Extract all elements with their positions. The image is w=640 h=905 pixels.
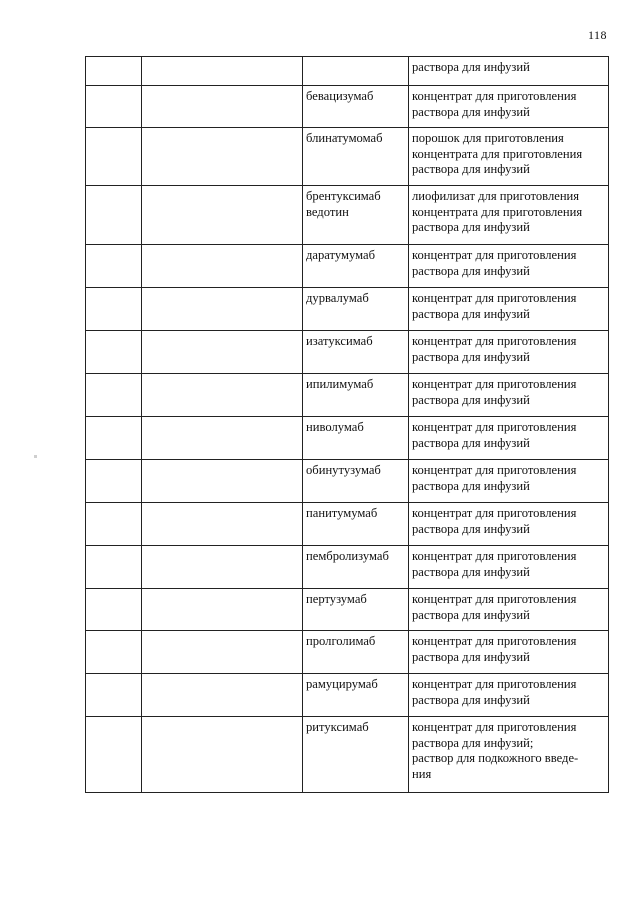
code-cell: [86, 245, 142, 288]
drug-name-cell: [303, 288, 409, 331]
dosage-form-cell: [409, 631, 609, 674]
table-row: [86, 374, 609, 417]
dosage-form-cell: [409, 245, 609, 288]
dosage-form-cell: [409, 674, 609, 717]
group-cell: [142, 374, 303, 417]
drug-name: ритуксимаб: [306, 720, 369, 734]
dosage-form: порошок для приготовления концентрата для приготовления раствора для инфузий: [412, 131, 583, 177]
code-cell: [86, 717, 142, 793]
group-cell: [142, 503, 303, 546]
dosage-form-cell: [409, 186, 609, 245]
dosage-form-cell: [409, 460, 609, 503]
dosage-form: концентрат для приготовления раствора для инфузий: [412, 291, 577, 321]
drug-name: блинатумомаб: [306, 131, 383, 145]
code-cell: [86, 417, 142, 460]
group-cell: [142, 460, 303, 503]
table-row: [86, 186, 609, 245]
drug-name-cell: [303, 186, 409, 245]
table-row: [86, 674, 609, 717]
dosage-form-cell: [409, 417, 609, 460]
group-cell: [142, 674, 303, 717]
table-row: [86, 245, 609, 288]
table-body: [86, 57, 609, 793]
dosage-form: концентрат для приготовления раствора для инфузий: [412, 592, 577, 622]
code-cell: [86, 86, 142, 128]
table-row: [86, 86, 609, 128]
group-cell: [142, 128, 303, 186]
table-row: [86, 717, 609, 793]
code-cell: [86, 674, 142, 717]
dosage-form-cell: [409, 717, 609, 793]
code-cell: [86, 186, 142, 245]
dosage-form: концентрат для приготовления раствора для инфузий: [412, 89, 577, 119]
group-cell: [142, 331, 303, 374]
table-row: [86, 546, 609, 589]
drug-name-cell: [303, 417, 409, 460]
drug-name-cell: [303, 374, 409, 417]
drug-name-cell: [303, 245, 409, 288]
drug-name: пертузумаб: [306, 592, 367, 606]
dosage-form: концентрат для приготовления раствора для инфузий: [412, 463, 577, 493]
drug-name-cell: [303, 460, 409, 503]
drug-name-cell: [303, 546, 409, 589]
group-cell: [142, 57, 303, 86]
table-row: [86, 57, 609, 86]
code-cell: [86, 288, 142, 331]
dosage-form-cell: [409, 331, 609, 374]
dosage-form-cell: [409, 374, 609, 417]
drug-name-cell: [303, 331, 409, 374]
dosage-form-cell: [409, 503, 609, 546]
dosage-form: концентрат для приготовления раствора для инфузий: [412, 377, 577, 407]
drug-name-cell: [303, 128, 409, 186]
dosage-form: концентрат для приготовления раствора для инфузий: [412, 248, 577, 278]
drug-name-cell: [303, 631, 409, 674]
drug-name: бевацизумаб: [306, 89, 374, 103]
dosage-form: концентрат для приготовления раствора для инфузий: [412, 677, 577, 707]
group-cell: [142, 589, 303, 631]
drug-name: пролголимаб: [306, 634, 376, 648]
drug-name-cell: [303, 86, 409, 128]
table-row: [86, 460, 609, 503]
drug-name-cell: [303, 589, 409, 631]
dosage-form-cell: [409, 546, 609, 589]
code-cell: [86, 374, 142, 417]
group-cell: [142, 186, 303, 245]
drug-name: ипилимумаб: [306, 377, 374, 391]
drug-name-cell: [303, 674, 409, 717]
code-cell: [86, 460, 142, 503]
group-cell: [142, 631, 303, 674]
dosage-form: раствора для инфузий: [412, 60, 530, 74]
table-row: [86, 331, 609, 374]
group-cell: [142, 86, 303, 128]
group-cell: [142, 417, 303, 460]
drug-name: дурвалумаб: [306, 291, 369, 305]
drug-name: обинутузумаб: [306, 463, 381, 477]
dosage-form: лиофилизат для приготовления концентрата для приготовления раствора для инфузий: [412, 189, 583, 235]
dosage-form: концентрат для приготовления раствора для инфузий: [412, 334, 577, 364]
group-cell: [142, 288, 303, 331]
code-cell: [86, 128, 142, 186]
table-row: [86, 288, 609, 331]
drug-table: [85, 56, 609, 793]
drug-name-cell: [303, 717, 409, 793]
code-cell: [86, 503, 142, 546]
table-row: [86, 417, 609, 460]
drug-name: брентуксимаб ведотин: [306, 189, 381, 219]
drug-name: даратумумаб: [306, 248, 376, 262]
drug-name-cell: [303, 503, 409, 546]
dosage-form: концентрат для приготовления раствора для инфузий; раствор для подкожного введе- ния: [412, 720, 579, 781]
dosage-form-cell: [409, 589, 609, 631]
drug-name: рамуцирумаб: [306, 677, 378, 691]
dosage-form-cell: [409, 57, 609, 86]
dosage-form: концентрат для приготовления раствора для инфузий: [412, 420, 577, 450]
group-cell: [142, 546, 303, 589]
dosage-form-cell: [409, 128, 609, 186]
drug-name: ниволумаб: [306, 420, 364, 434]
drug-name: пембролизумаб: [306, 549, 389, 563]
group-cell: [142, 717, 303, 793]
code-cell: [86, 631, 142, 674]
dosage-form: концентрат для приготовления раствора для инфузий: [412, 549, 577, 579]
scan-artifact: [34, 455, 37, 458]
group-cell: [142, 245, 303, 288]
page-number: 118: [587, 28, 607, 42]
code-cell: [86, 331, 142, 374]
dosage-form-cell: [409, 288, 609, 331]
dosage-form: концентрат для приготовления раствора для инфузий: [412, 506, 577, 536]
code-cell: [86, 589, 142, 631]
drug-name-cell: [303, 57, 409, 86]
dosage-form-cell: [409, 86, 609, 128]
table-row: [86, 128, 609, 186]
drug-name: изатуксимаб: [306, 334, 373, 348]
dosage-form: концентрат для приготовления раствора для инфузий: [412, 634, 577, 664]
table-row: [86, 589, 609, 631]
code-cell: [86, 546, 142, 589]
drug-name: панитумумаб: [306, 506, 378, 520]
table-row: [86, 503, 609, 546]
table-row: [86, 631, 609, 674]
code-cell: [86, 57, 142, 86]
